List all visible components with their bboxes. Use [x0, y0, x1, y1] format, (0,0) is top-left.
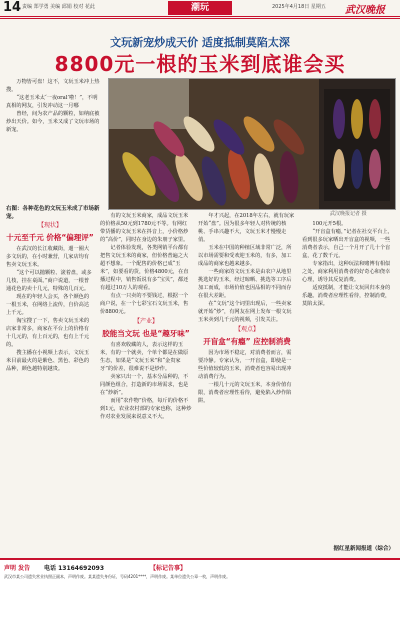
article-subtitle: 文玩新宠炒成天价 适度抵制莫陷太深 [110, 36, 290, 49]
photo-credit: 武汉晚报记者 摄 [330, 211, 367, 217]
photo-caption: 右图：各种花色的文玩玉米成了市场新宠。 [6, 206, 100, 220]
body-para: 有点一只卖的不要钱过，根据一个商户说，在一个七彩宝石文玩玉米，售价8800元。 [100, 293, 189, 315]
body-para: 专家指出，这种玩法和赌博有相似之处，商家利用消费者的好奇心和侥幸心理，诱导其反复消费。 [302, 261, 391, 283]
body-para: 一些商家的文玩玉米是由农户从地里挑选好的玉米，经过晾晒、挑选等工序后加工而成，市场价值也因品相的不同而存在很大差距。 [198, 269, 292, 299]
body-para: 一根几十元的文玩玉米，本身价值有限，消费者应理性看待，避免陷入炒作陷阱。 [198, 382, 292, 404]
ad-phone: 电话 13164692093 [44, 565, 105, 572]
body-para: 卖家只出一个，基本分品种的，不同颜色组合，打造新的市场需求，也是在“炒新”。 [100, 374, 189, 396]
ad-title-left: 声明 发告 [4, 565, 31, 572]
body-para: 而用“农作物”价格，每斤的价格不到1元，农业农村部的专家也称，这种炒作对农业发展来说意义不大。 [100, 398, 192, 420]
body-para: 现在的年轻人会买，各个颜色的一根玉米，在网络上流传，自价高达上千元。 [6, 294, 90, 316]
column-1 [6, 220, 94, 556]
column-2 [100, 212, 192, 556]
classified-ads [0, 558, 400, 628]
editor-credits: 责编 郑学勇 美编 邱娟 校对 花此 [22, 4, 95, 10]
section-label: 【现状】 [37, 222, 62, 229]
intro-para: 万物皆可盘！这不，文玩玉米冲上热搜。 [6, 79, 100, 93]
body-para: 玉米在中国的种植区域非常广泛，所以市场需要和受欢迎玉米的，有多，加工成品的商家也越来越多。 [198, 245, 292, 267]
article-headline: 8800元一根的玉米到底谁会买 [54, 52, 346, 76]
corn-photo-illustration [109, 79, 395, 209]
body-para: 适度抵制，才能让文玩回归本身的乐趣。消费者应理性看待，控制消费，莫陷太深。 [302, 285, 391, 307]
column-4 [302, 220, 394, 540]
section-label: 【观点】 [234, 326, 259, 333]
body-para: 有的文玩玉米商家，成品文玩玉米的价格从50元到1780元不等。有网红带货播的文玩玉米在抖音上，小价格炒的“高价”，同时在身边的朱朋子家里。 [100, 213, 189, 243]
page-number: 14 [3, 0, 22, 15]
section-title: 十元至千元 价格“偏理评” [6, 233, 94, 242]
newspaper-logo: 武汉晚报 [345, 5, 385, 16]
intro-para: “这老玉米太‘一夜oral’啦！”，不明真相的网友，引发冲动这一月哪 [6, 95, 98, 109]
section-title: 胶能当文玩 也是“趣牙味” [102, 329, 190, 338]
corn-photo [108, 78, 396, 210]
page-header [0, 0, 400, 16]
body-para: 100元开5根。 [312, 221, 347, 227]
column-3 [198, 212, 296, 556]
intro-block [6, 78, 102, 200]
body-para: “开盲盒有瘾，”记者在社交平台上，看到很多玩家晒出开盲盒的视频，一些消费者表示，自己一个月开了几十个盲盒，花了数千元。 [302, 229, 393, 259]
body-para: 因为市场不稳定，对消费者而言，需要冷静。专家认为，一开盲盒，即使是一些价值较低的玉米，消费者也容易出现冲动消费行为。 [198, 350, 292, 380]
body-para: 在武汉的长江收藏街，遛一圈大多文玩的，在小时兼营，几家店均有售卖文玩玉米。 [6, 246, 90, 268]
body-para: “这个可以抛颗粒、滚着盘，或多几枝，挂在桌面。”商户说道，一根普通花色的卖十几元，特殊的几百元。 [6, 270, 92, 292]
body-para: 有喜欢收藏的人，表示这样的玉米，有的一个就卖，个单个都是在做原生态，如果是“文玩玉米”和“金贵家牙”的价差，很难说不是炒作。 [100, 342, 189, 372]
body-para: 年才兴起，在2018年左右，就有玩家开始“盘”。因为很多年轻人对传统的核桃、手串兴趣不大，文玩玉米才慢慢走俏。 [198, 213, 295, 243]
issue-date: 2025年4月18日 星期五 [272, 4, 326, 10]
article-source: 据红星新闻报道（综合） [333, 546, 394, 552]
header-divider [0, 16, 400, 17]
section-label: 【产业】 [133, 318, 158, 325]
body-para: 淘宝搜了一下，售卖文玩玉米的店家非常多，商家在平台上的价格有十几元的，有上百元的，也有上千元的。 [6, 318, 90, 348]
ad-text: 武汉市某公司遗失营业执照正副本，声明作废。某某遗失身份证，号码4201****，声明作废。某单位遗失公章一枚，声明作废。 [4, 574, 231, 579]
ad-title-mid: 【标记告事】 [150, 565, 187, 572]
header-divider-thin [0, 18, 400, 19]
body-para: 在“文玩”这个词里出现后，一些卖家就开始“炒”，有网友在网上发布一根文玩玉米卖到几千元的视频，引发关注。 [198, 301, 292, 323]
body-para: 搜主播在小视频上表示，文玩玉米目前最火的是紫色、黑色、彩色的品种，颜色越特别越贵。 [6, 350, 90, 372]
body-para: 记者体验发现，各类网销平台都有把售文玩玉米的商家，但价格普遍之大超不想象。一个配售的价格已成“玉米”，如要看的货，价格4800元，在直播过程中，销售饭说有多“宝贝”，都还有超过10万人的观看。 [100, 245, 189, 291]
section-badge: 潮玩 [168, 1, 232, 15]
intro-para: 曾经，间为农产品的颗粒，如纳底被炒出天价。如今，玉米又成了文玩市场的新宠。 [6, 111, 100, 133]
section-title: 开盲盒“有瘾” 应控制消费 [203, 337, 291, 346]
